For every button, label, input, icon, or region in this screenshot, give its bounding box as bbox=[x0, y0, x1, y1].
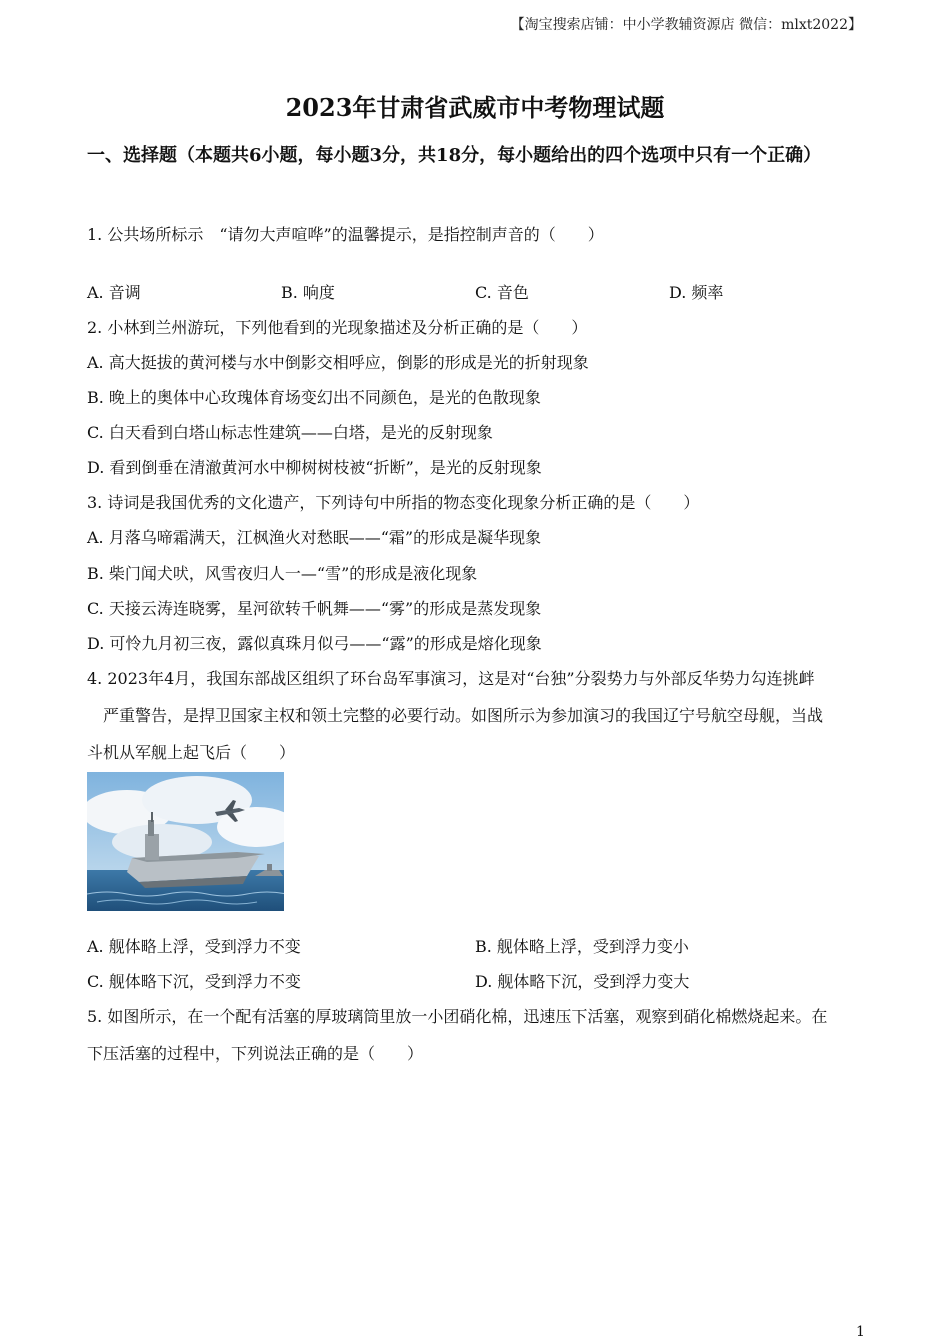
question-2-stem: 2. 小林到兰州游玩，下列他看到的光现象描述及分析正确的是（ ） bbox=[87, 318, 588, 337]
page-number: 1 bbox=[856, 1324, 865, 1340]
question-1-stem: 1. 公共场所标示 “请勿大声喧哗”的温馨提示，是指控制声音的（ ） bbox=[87, 225, 604, 244]
page-title: 2023年甘肃省武威市中考物理试题 bbox=[285, 93, 665, 122]
question-3-stem: 3. 诗词是我国优秀的文化遗产，下列诗句中所指的物态变化现象分析正确的是（ ） bbox=[87, 493, 700, 512]
question-4-stem-line-1: 4. 2023年4月，我国东部战区组织了环台岛军事演习，这是对“台独”分裂势力与外部反华势力勾连挑衅 bbox=[87, 669, 815, 688]
question-2-option-b: B. 晚上的奥体中心玫瑰体育场变幻出不同颜色，是光的色散现象 bbox=[87, 388, 541, 407]
question-2-option-a: A. 高大挺拔的黄河楼与水中倒影交相呼应，倒影的形成是光的折射现象 bbox=[87, 353, 589, 372]
question-1-option-c: C. 音色 bbox=[475, 283, 529, 302]
question-5-stem-line-1: 5. 如图所示，在一个配有活塞的厚玻璃筒里放一小团硝化棉，迅速压下活塞，观察到硝化棉燃烧起来。在 bbox=[87, 1007, 828, 1026]
question-4-stem-line-3: 斗机从军舰上起飞后（ ） bbox=[87, 743, 296, 762]
question-4-option-d: D. 舰体略下沉，受到浮力变大 bbox=[475, 972, 690, 991]
question-4-option-a: A. 舰体略上浮，受到浮力不变 bbox=[87, 937, 301, 956]
question-3-option-d: D. 可怜九月初三夜，露似真珠月似弓——“露”的形成是熔化现象 bbox=[87, 634, 542, 653]
question-2-option-d: D. 看到倒垂在清澈黄河水中柳树树枝被“折断”，是光的反射现象 bbox=[87, 458, 542, 477]
question-3-option-a: A. 月落乌啼霜满天，江枫渔火对愁眠——“霜”的形成是凝华现象 bbox=[87, 528, 542, 547]
question-3-option-b: B. 柴门闻犬吠，风雪夜归人一—“雪”的形成是液化现象 bbox=[87, 564, 478, 583]
question-5-stem-line-2: 下压活塞的过程中，下列说法正确的是（ ） bbox=[87, 1044, 424, 1063]
question-2-option-c: C. 白天看到白塔山标志性建筑——白塔，是光的反射现象 bbox=[87, 423, 493, 442]
aircraft-carrier-image bbox=[87, 772, 284, 911]
question-3-option-c: C. 天接云涛连晓雾，星河欲转千帆舞——“雾”的形成是蒸发现象 bbox=[87, 599, 542, 618]
question-4-option-c: C. 舰体略下沉，受到浮力不变 bbox=[87, 972, 301, 991]
question-1-option-a: A. 音调 bbox=[87, 283, 141, 302]
header-note: 【淘宝搜索店铺：中小学教辅资源店 微信：mlxt2022】 bbox=[510, 17, 862, 33]
section-heading: 一、选择题（本题共6小题，每小题3分，共18分，每小题给出的四个选项中只有一个正确） bbox=[87, 145, 822, 166]
question-1-option-d: D. 频率 bbox=[669, 283, 724, 302]
question-1-option-b: B. 响度 bbox=[281, 283, 335, 302]
question-4-stem-line-2: 严重警告，是捍卫国家主权和领土完整的必要行动。如图所示为参加演习的我国辽宁号航空母舰，当战 bbox=[103, 706, 824, 725]
question-4-option-b: B. 舰体略上浮，受到浮力变小 bbox=[475, 937, 689, 956]
